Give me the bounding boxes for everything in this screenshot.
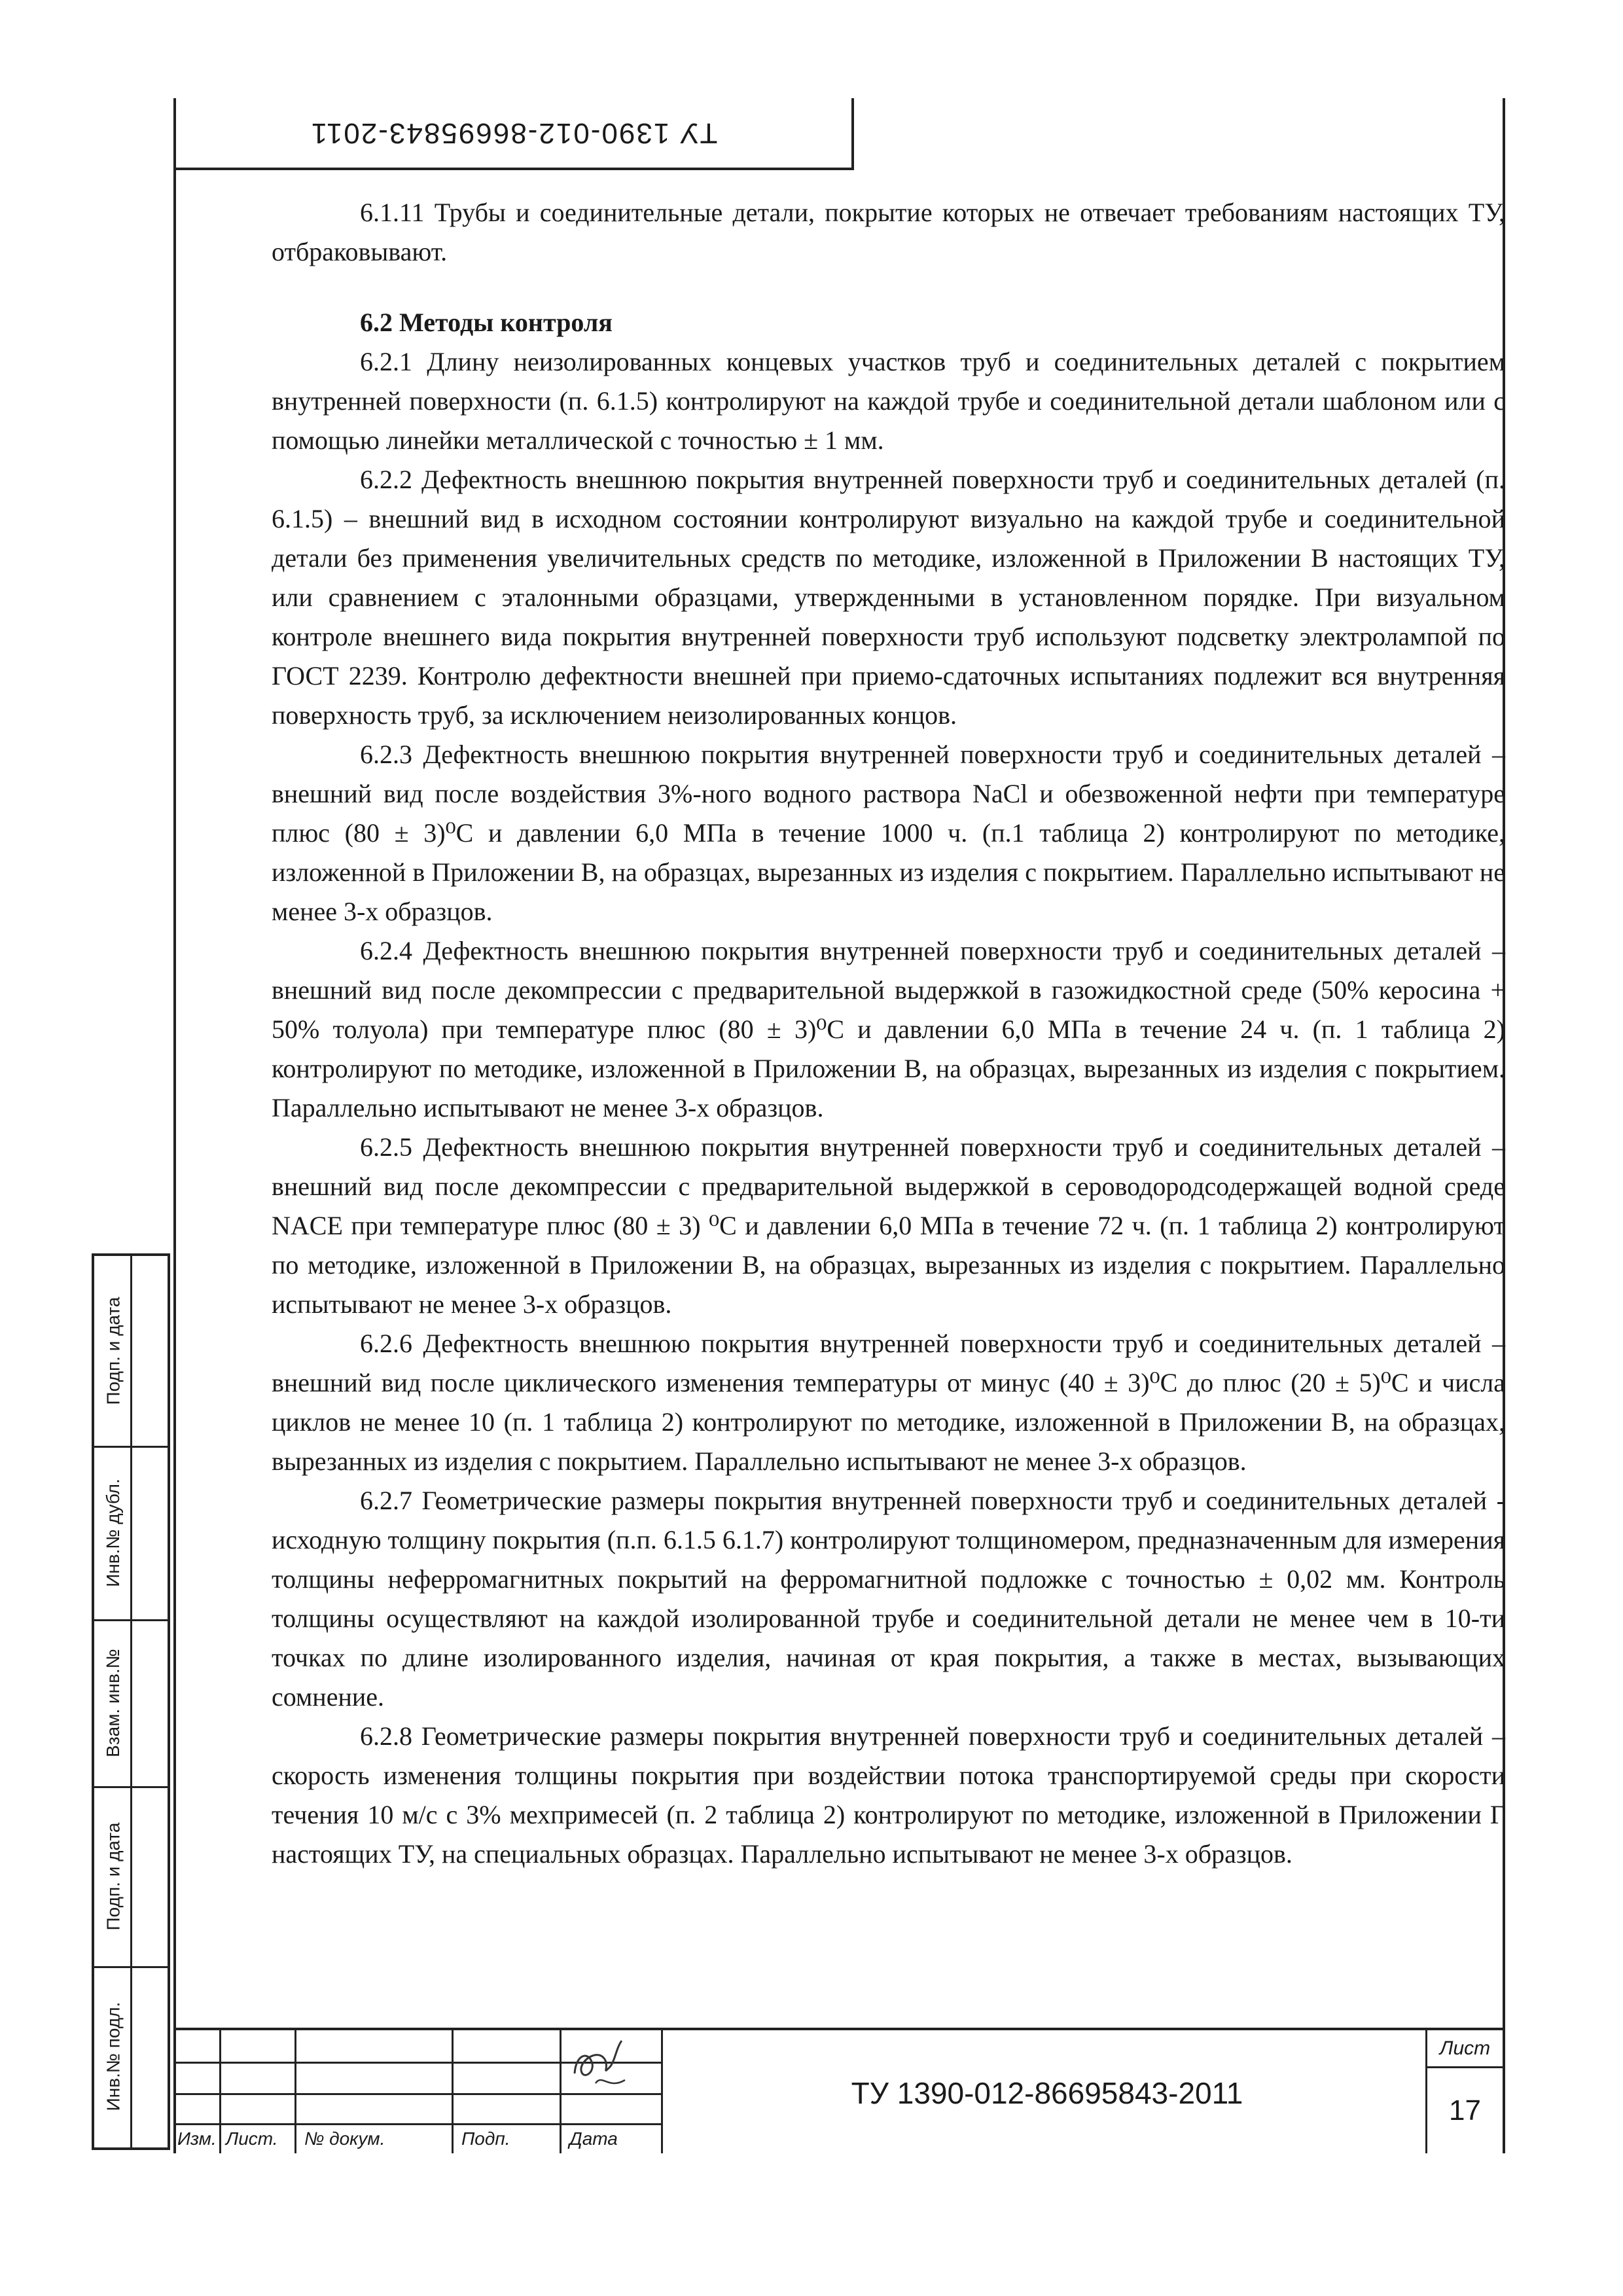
sheet-number: 17 bbox=[1449, 2094, 1481, 2126]
paragraph-6-2-8: 6.2.8 Геометрические размеры покрытия внутренней поверхности труб и соединительных деталей – скорость изменения толщины покрытия при воздействии потока транспортируемой среды при скорости течения 10 м/с с 3% мехпримесей (п. 2 таблица 2) контролируют по методике, изложенной в Приложении Г настоящих ТУ, на специальных образцах. Параллельно испытывают не менее 3-х образцов. bbox=[272, 1721, 1505, 1869]
paragraph-6-2-7: 6.2.7 Геометрические размеры покрытия внутренней поверхности труб и соединительных деталей - исходную толщину покрытия (п.п. 6.1.5 6.1.7) контролируют толщиномером, предназначенным для измерения толщины неферромагнитных покрытий на ферромагнитной подложке с точностью ± 0,02 мм. Контроль толщины осуществляют на каждой изолированной трубе и соединительной детали не менее чем в 10-ти точках по длине изолированного изделия, начиная от края покрытия, а также в местах, вызывающих сомнение. bbox=[272, 1486, 1505, 1712]
side-label-inv-podl: Инв.№ подл. bbox=[103, 2001, 124, 2111]
col-label-data: Дата bbox=[569, 2128, 618, 2149]
paragraph-6-2-4: 6.2.4 Дефектность внешнюю покрытия внутренней поверхности труб и соединительных деталей – внешний вид после декомпрессии с предварительной выдержкой в газожидкостной среде (50% керосина + 50% толуола) при температуре плюс (80 ± 3)⁰С и давлении 6,0 МПа в течение 24 ч. (п. 1 таблица 2) контролируют по методике, изложенной в Приложении В, на образцах, вырезанных из изделия с покрытием. Параллельно испытывают не менее 3-х образцов. bbox=[272, 936, 1505, 1122]
side-label-inv-dubl: Инв.№ дубл. bbox=[103, 1478, 124, 1587]
paragraph-6-2-2: 6.2.2 Дефектность внешнюю покрытия внутренней поверхности труб и соединительных деталей (п. 6.1.5) – внешний вид в исходном состоянии контролируют визуально на каждой трубе и соединительной детали без применения увеличительных средств по методике, изложенной в Приложении В настоящих ТУ, или сравнением с эталонными образцами, утвержденными в установленном порядке. При визуальном контроле внешнего вида покрытия внутренней поверхности труб используют подсветку электролампой по ГОСТ 2239. Контролю дефектности внешней при приемо-сдаточных испытаниях подлежит вся внутренняя поверхность труб, за исключением неизолированных концов. bbox=[272, 465, 1505, 730]
col-label-podp: Подп. bbox=[461, 2128, 510, 2149]
paragraph-6-2-1: 6.2.1 Длину неизолированных концевых участков труб и соединительных деталей с покрытием внутренней поверхности (п. 6.1.5) контролируют на каждой трубе и соединительной детали шаблоном или с помощью линейки металлической с точностью ± 1 мм. bbox=[272, 347, 1505, 455]
paragraph-6-2-5: 6.2.5 Дефектность внешнюю покрытия внутренней поверхности труб и соединительных деталей – внешний вид после декомпрессии с предварительной выдержкой в сероводородсодержащей водной среде NACE при температуре плюс (80 ± 3) ⁰С и давлении 6,0 МПа в течение 72 ч. (п. 1 таблица 2) контролируют по методике, изложенной в Приложении В, на образцах, вырезанных из изделия с покрытием. Параллельно испытывают не менее 3-х образцов. bbox=[272, 1132, 1505, 1319]
frame-left-line bbox=[173, 98, 176, 2153]
col-label-doc: № докум. bbox=[304, 2128, 385, 2149]
signature-mark bbox=[569, 2034, 628, 2093]
sheet-label: Лист bbox=[1427, 2030, 1503, 2068]
paragraph-6-2-3: 6.2.3 Дефектность внешнюю покрытия внутренней поверхности труб и соединительных деталей –внешний вид после воздействия 3%-ного водного раствора NaCl и обезвоженной нефти при температуре плюс (80 ± 3)⁰С и давлении 6,0 МПа в течение 1000 ч. (п.1 таблица 2) контролируют по методике, изложенной в Приложении В, на образцах, вырезанных из изделия с покрытием. Параллельно испытывают не менее 3-х образцов. bbox=[272, 740, 1505, 926]
paragraph-6-2-6: 6.2.6 Дефектность внешнюю покрытия внутренней поверхности труб и соединительных деталей – внешний вид после циклического изменения температуры от минус (40 ± 3)⁰С до плюс (20 ± 5)⁰С и числа циклов не менее 10 (п. 1 таблица 2) контролируют по методике, изложенной в Приложении В, на образцах, вырезанных из изделия с покрытием. Параллельно испытывают не менее 3-х образцов. bbox=[272, 1329, 1505, 1476]
top-inverted-stamp bbox=[173, 98, 854, 170]
side-label-podp-data-bottom: Подп. и дата bbox=[103, 1822, 123, 1930]
top-stamp-code: ТУ 1390-012-86695843-2011 bbox=[310, 117, 718, 149]
document-body bbox=[272, 193, 1505, 1874]
side-label-podp-data-top: Подп. и дата bbox=[103, 1297, 123, 1405]
col-label-izm: Изм. bbox=[177, 2128, 217, 2149]
paragraph-6-1-11: 6.1.11 Трубы и соединительные детали, покрытие которых не отвечает требованиям настоящих ТУ, отбраковывают. bbox=[272, 198, 1505, 266]
title-block-doc-code: ТУ 1390-012-86695843-2011 bbox=[851, 2076, 1243, 2110]
title-block bbox=[173, 2028, 1505, 2153]
sheet-box bbox=[1425, 2030, 1503, 2153]
section-heading-6-2: 6.2 Методы контроля bbox=[360, 308, 613, 337]
side-stamp-column bbox=[92, 1253, 170, 2150]
col-label-list: Лист. bbox=[226, 2128, 278, 2149]
side-label-vzam-inv: Взам. инв.№ bbox=[103, 1648, 124, 1757]
